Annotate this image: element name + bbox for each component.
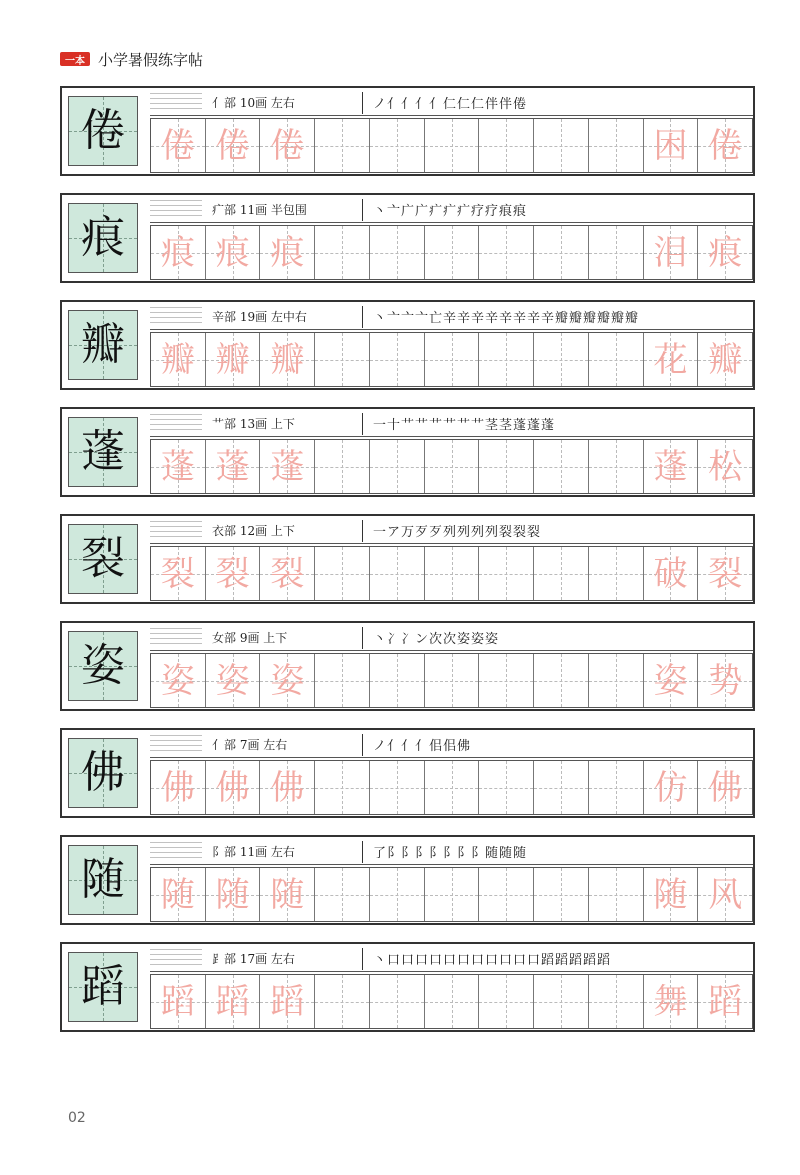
trace-char: 倦 — [160, 125, 195, 166]
trace-char-cell[interactable] — [151, 440, 206, 493]
trace-char: 势 — [708, 660, 743, 701]
model-char: 倦 — [81, 105, 125, 156]
empty-practice-cell[interactable] — [425, 654, 480, 707]
pinyin-lines[interactable] — [150, 521, 202, 541]
stroke-order: 一十艹艹艹艹艹艹茎茎蓬蓬蓬 — [373, 418, 556, 433]
pinyin-lines[interactable] — [150, 842, 202, 862]
empty-practice-cell[interactable] — [589, 119, 644, 172]
word-char-cell[interactable] — [698, 119, 752, 172]
trace-char: 破 — [653, 553, 688, 594]
trace-char: 花 — [653, 339, 688, 380]
model-char: 蓬 — [81, 426, 125, 477]
stroke-order: ノ亻亻亻亻仁仁仁伴伴倦 — [373, 97, 528, 112]
empty-practice-cell[interactable] — [315, 975, 370, 1028]
empty-practice-cell[interactable] — [425, 761, 480, 814]
model-char: 裂 — [81, 533, 125, 584]
word-char-cell[interactable] — [698, 868, 752, 921]
radical-info: 艹部 13画 上下 — [212, 417, 295, 431]
empty-practice-cell[interactable] — [589, 440, 644, 493]
info-row — [150, 304, 753, 330]
trace-char: 泪 — [653, 232, 688, 273]
empty-practice-cell[interactable] — [425, 226, 480, 279]
model-char-box — [68, 738, 138, 808]
empty-practice-cell[interactable] — [589, 333, 644, 386]
practice-sections — [60, 86, 755, 1049]
trace-char: 蹈 — [708, 981, 743, 1022]
empty-practice-cell[interactable] — [534, 975, 589, 1028]
empty-practice-cell[interactable] — [370, 975, 425, 1028]
empty-practice-cell[interactable] — [425, 868, 480, 921]
trace-char: 风 — [708, 874, 743, 915]
trace-char: 随 — [160, 874, 195, 915]
practice-grid — [150, 332, 753, 387]
empty-practice-cell[interactable] — [370, 119, 425, 172]
radical-info: 疒部 11画 半包围 — [212, 203, 307, 217]
practice-section — [60, 728, 755, 818]
trace-char-cell[interactable] — [260, 654, 315, 707]
trace-char-cell[interactable] — [260, 868, 315, 921]
empty-practice-cell[interactable] — [534, 333, 589, 386]
radical-info: ⻊部 17画 左右 — [212, 952, 295, 966]
word-char-cell[interactable] — [644, 868, 699, 921]
pinyin-lines[interactable] — [150, 307, 202, 327]
model-char: 随 — [81, 854, 125, 905]
empty-practice-cell[interactable] — [370, 547, 425, 600]
stroke-order: 丶亠亠亠亡辛辛辛辛辛辛辛辛瓣瓣瓣瓣瓣瓣 — [373, 311, 640, 326]
radical-info: 亻部 10画 左右 — [212, 96, 295, 110]
info-row — [150, 90, 753, 116]
stroke-order: ノ亻亻亻佀佀佛 — [373, 739, 472, 754]
trace-char: 仿 — [653, 767, 688, 808]
trace-char: 裂 — [160, 553, 195, 594]
model-char-box — [68, 203, 138, 273]
practice-grid — [150, 867, 753, 922]
word-char-cell[interactable] — [698, 654, 752, 707]
word-char-cell[interactable] — [644, 654, 699, 707]
trace-char-cell[interactable] — [206, 868, 261, 921]
trace-char-cell[interactable] — [260, 440, 315, 493]
trace-char-cell[interactable] — [151, 333, 206, 386]
empty-practice-cell[interactable] — [315, 333, 370, 386]
word-char-cell[interactable] — [644, 333, 699, 386]
trace-char-cell[interactable] — [260, 333, 315, 386]
trace-char-cell[interactable] — [151, 547, 206, 600]
stroke-order: 丶亠广广疒疒疒疗疗痕痕 — [373, 204, 528, 219]
trace-char: 姿 — [160, 660, 195, 701]
trace-char: 倦 — [708, 125, 743, 166]
trace-char: 瓣 — [708, 339, 743, 380]
word-char-cell[interactable] — [644, 119, 699, 172]
trace-char-cell[interactable] — [151, 975, 206, 1028]
word-char-cell[interactable] — [698, 761, 752, 814]
trace-char-cell[interactable] — [206, 119, 261, 172]
trace-char: 痕 — [270, 232, 305, 273]
trace-char: 蓬 — [653, 446, 688, 487]
practice-section — [60, 942, 755, 1032]
empty-practice-cell[interactable] — [589, 975, 644, 1028]
stroke-order: 了阝阝阝阝阝阝阝随随随 — [373, 846, 528, 861]
radical-info: 亻部 7画 左右 — [212, 738, 288, 752]
trace-char-cell[interactable] — [260, 975, 315, 1028]
trace-char: 蓬 — [270, 446, 305, 487]
empty-practice-cell[interactable] — [479, 761, 534, 814]
empty-practice-cell[interactable] — [425, 119, 480, 172]
trace-char: 姿 — [653, 660, 688, 701]
empty-practice-cell[interactable] — [479, 440, 534, 493]
empty-practice-cell[interactable] — [479, 333, 534, 386]
pinyin-lines[interactable] — [150, 735, 202, 755]
practice-grid — [150, 546, 753, 601]
trace-char: 随 — [653, 874, 688, 915]
radical-info: 女部 9画 上下 — [212, 631, 288, 645]
empty-practice-cell[interactable] — [589, 761, 644, 814]
practice-section — [60, 300, 755, 390]
trace-char-cell[interactable] — [206, 547, 261, 600]
empty-practice-cell[interactable] — [370, 761, 425, 814]
trace-char: 蓬 — [215, 446, 250, 487]
practice-grid — [150, 760, 753, 815]
trace-char: 姿 — [215, 660, 250, 701]
word-char-cell[interactable] — [698, 226, 752, 279]
trace-char: 痕 — [160, 232, 195, 273]
model-char: 瓣 — [81, 319, 125, 370]
word-char-cell[interactable] — [698, 547, 752, 600]
trace-char-cell[interactable] — [206, 654, 261, 707]
info-row — [150, 732, 753, 758]
book-title: 小学暑假练字帖 — [98, 50, 204, 69]
trace-char: 随 — [215, 874, 250, 915]
model-char-box — [68, 96, 138, 166]
trace-char: 佛 — [270, 767, 305, 808]
radical-info: 阝部 11画 左右 — [212, 845, 295, 859]
model-char: 佛 — [81, 747, 125, 798]
model-char-box — [68, 524, 138, 594]
trace-char-cell[interactable] — [206, 761, 261, 814]
practice-grid — [150, 225, 753, 280]
trace-char: 瓣 — [160, 339, 195, 380]
trace-char: 随 — [270, 874, 305, 915]
trace-char: 倦 — [270, 125, 305, 166]
trace-char-cell[interactable] — [206, 975, 261, 1028]
trace-char-cell[interactable] — [151, 761, 206, 814]
trace-char-cell[interactable] — [206, 226, 261, 279]
practice-section — [60, 514, 755, 604]
empty-practice-cell[interactable] — [370, 226, 425, 279]
trace-char-cell[interactable] — [260, 761, 315, 814]
word-char-cell[interactable] — [698, 440, 752, 493]
empty-practice-cell[interactable] — [589, 226, 644, 279]
info-row — [150, 946, 753, 972]
trace-char-cell[interactable] — [151, 654, 206, 707]
model-char-box — [68, 845, 138, 915]
practice-section — [60, 621, 755, 711]
empty-practice-cell[interactable] — [425, 333, 480, 386]
empty-practice-cell[interactable] — [315, 547, 370, 600]
empty-practice-cell[interactable] — [479, 119, 534, 172]
empty-practice-cell[interactable] — [315, 761, 370, 814]
trace-char-cell[interactable] — [260, 547, 315, 600]
pinyin-lines[interactable] — [150, 93, 202, 113]
info-row — [150, 411, 753, 437]
empty-practice-cell[interactable] — [589, 868, 644, 921]
empty-practice-cell[interactable] — [479, 226, 534, 279]
trace-char: 佛 — [160, 767, 195, 808]
trace-char: 佛 — [708, 767, 743, 808]
empty-practice-cell[interactable] — [479, 654, 534, 707]
trace-char: 倦 — [215, 125, 250, 166]
empty-practice-cell[interactable] — [534, 654, 589, 707]
trace-char: 困 — [653, 125, 688, 166]
word-char-cell[interactable] — [698, 975, 752, 1028]
trace-char: 蹈 — [160, 981, 195, 1022]
word-char-cell[interactable] — [698, 333, 752, 386]
empty-practice-cell[interactable] — [534, 119, 589, 172]
model-char-box — [68, 952, 138, 1022]
stroke-order: 丶冫冫ン次次姿姿姿 — [373, 632, 500, 647]
empty-practice-cell[interactable] — [425, 975, 480, 1028]
empty-practice-cell[interactable] — [315, 226, 370, 279]
practice-grid — [150, 653, 753, 708]
empty-practice-cell[interactable] — [315, 440, 370, 493]
empty-practice-cell[interactable] — [479, 547, 534, 600]
trace-char-cell[interactable] — [151, 868, 206, 921]
practice-section — [60, 86, 755, 176]
trace-char-cell[interactable] — [206, 333, 261, 386]
pinyin-lines[interactable] — [150, 949, 202, 969]
practice-section — [60, 193, 755, 283]
trace-char: 蹈 — [215, 981, 250, 1022]
empty-practice-cell[interactable] — [534, 440, 589, 493]
practice-section — [60, 835, 755, 925]
empty-practice-cell[interactable] — [589, 547, 644, 600]
pinyin-lines[interactable] — [150, 414, 202, 434]
trace-char: 佛 — [215, 767, 250, 808]
trace-char: 姿 — [270, 660, 305, 701]
pinyin-lines[interactable] — [150, 628, 202, 648]
trace-char-cell[interactable] — [260, 119, 315, 172]
practice-grid — [150, 118, 753, 173]
model-char-box — [68, 310, 138, 380]
empty-practice-cell[interactable] — [370, 440, 425, 493]
empty-practice-cell[interactable] — [589, 654, 644, 707]
word-char-cell[interactable] — [644, 547, 699, 600]
trace-char: 瓣 — [215, 339, 250, 380]
word-char-cell[interactable] — [644, 761, 699, 814]
trace-char: 裂 — [270, 553, 305, 594]
pinyin-lines[interactable] — [150, 200, 202, 220]
info-row — [150, 839, 753, 865]
trace-char-cell[interactable] — [206, 440, 261, 493]
trace-char: 瓣 — [270, 339, 305, 380]
empty-practice-cell[interactable] — [315, 868, 370, 921]
model-char-box — [68, 631, 138, 701]
page-header — [60, 48, 203, 70]
practice-grid — [150, 974, 753, 1029]
stroke-order: 一ア万歹歹列列列列裂裂裂 — [373, 525, 542, 540]
practice-section — [60, 407, 755, 497]
model-char-box — [68, 417, 138, 487]
empty-practice-cell[interactable] — [370, 868, 425, 921]
trace-char: 裂 — [215, 553, 250, 594]
empty-practice-cell[interactable] — [534, 226, 589, 279]
trace-char: 痕 — [215, 232, 250, 273]
empty-practice-cell[interactable] — [315, 119, 370, 172]
empty-practice-cell[interactable] — [534, 547, 589, 600]
trace-char-cell[interactable] — [260, 226, 315, 279]
trace-char: 松 — [708, 446, 743, 487]
word-char-cell[interactable] — [644, 440, 699, 493]
empty-practice-cell[interactable] — [425, 547, 480, 600]
trace-char: 舞 — [653, 981, 688, 1022]
empty-practice-cell[interactable] — [479, 975, 534, 1028]
model-char: 姿 — [81, 640, 125, 691]
info-row — [150, 197, 753, 223]
word-char-cell[interactable] — [644, 226, 699, 279]
model-char: 痕 — [81, 212, 125, 263]
trace-char: 痕 — [708, 232, 743, 273]
trace-char: 裂 — [708, 553, 743, 594]
empty-practice-cell[interactable] — [534, 868, 589, 921]
stroke-order: 丶口口口口口口口口口口口蹈蹈蹈蹈蹈 — [373, 953, 612, 968]
practice-grid — [150, 439, 753, 494]
info-row — [150, 518, 753, 544]
trace-char-cell[interactable] — [151, 119, 206, 172]
trace-char: 蹈 — [270, 981, 305, 1022]
radical-info: 衣部 12画 上下 — [212, 524, 295, 538]
empty-practice-cell[interactable] — [370, 333, 425, 386]
trace-char: 蓬 — [160, 446, 195, 487]
empty-practice-cell[interactable] — [425, 440, 480, 493]
radical-info: 辛部 19画 左中右 — [212, 310, 307, 324]
empty-practice-cell[interactable] — [534, 761, 589, 814]
page-number: 02 — [68, 1110, 86, 1126]
empty-practice-cell[interactable] — [479, 868, 534, 921]
empty-practice-cell[interactable] — [315, 654, 370, 707]
trace-char-cell[interactable] — [151, 226, 206, 279]
brand-logo: 一本 — [60, 52, 90, 66]
info-row — [150, 625, 753, 651]
word-char-cell[interactable] — [644, 975, 699, 1028]
model-char: 蹈 — [81, 961, 125, 1012]
empty-practice-cell[interactable] — [370, 654, 425, 707]
